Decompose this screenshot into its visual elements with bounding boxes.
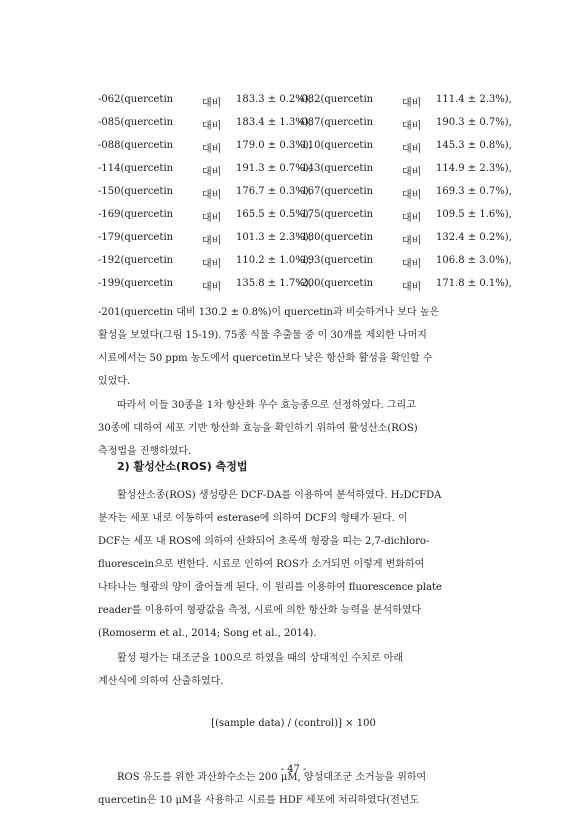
text-line: 30종에 대하여 세포 기반 항산화 효능을 확인하기 위하여 활성산소(ROS) xyxy=(98,423,418,434)
activity-value: 101.3 ± 2.3%), xyxy=(236,232,312,243)
compare-label: 대비 xyxy=(202,236,222,247)
text-line: 활성을 보였다(그림 15-19). 75종 식물 추출물 중 이 30개를 제외한 나머지 xyxy=(98,330,427,341)
list-item-right xyxy=(298,255,512,270)
list-item-left xyxy=(98,186,312,201)
list-item-left xyxy=(98,163,312,178)
compare-label: 대비 xyxy=(202,213,222,224)
sample-code: -169(quercetin xyxy=(98,209,174,220)
list-item-left xyxy=(98,255,312,270)
activity-value: 145.3 ± 0.8%), xyxy=(436,140,512,151)
text-line: 시료에서는 50 ppm 농도에서 quercetin보다 낮은 항산화 활성을 확인할 수 xyxy=(98,353,433,364)
text-line: ROS 유도를 위한 과산화수소는 200 μM, 양성대조군 소거능을 위하여 xyxy=(117,772,427,783)
activity-value: 132.4 ± 0.2%), xyxy=(436,232,512,243)
activity-value: 179.0 ± 0.3%), xyxy=(236,140,312,151)
list-item-left xyxy=(98,278,312,293)
sample-code: -175(quercetin xyxy=(298,209,374,220)
compare-label: 대비 xyxy=(202,190,222,201)
compare-label: 대비 xyxy=(202,144,222,155)
evaluation-paragraph xyxy=(98,647,491,693)
sample-code: -192(quercetin xyxy=(98,255,174,266)
activity-value: 171.8 ± 0.1%), xyxy=(436,278,512,289)
sample-code: -193(quercetin xyxy=(298,255,374,266)
activity-value: 106.8 ± 3.0%), xyxy=(436,255,512,266)
activity-value: 110.2 ± 1.0%), xyxy=(236,255,312,266)
list-item xyxy=(98,140,512,163)
sample-code: -082(quercetin xyxy=(298,94,374,105)
sample-code: -179(quercetin xyxy=(98,232,174,243)
list-item-left xyxy=(98,209,312,224)
compare-label: 대비 xyxy=(402,144,422,155)
list-item xyxy=(98,255,512,278)
sample-code: -114(quercetin xyxy=(98,163,174,174)
compare-label: 대비 xyxy=(402,167,422,178)
list-item xyxy=(98,117,512,140)
sample-code: -088(quercetin xyxy=(98,140,174,151)
text-line: reader를 이용하여 형광값을 측정, 시료에 의한 항산화 능력을 분석하였다 xyxy=(98,605,422,616)
list-item xyxy=(98,186,512,209)
text-line: DCF는 세포 내 ROS에 의하여 산화되어 초록색 형광을 띠는 2,7-dichloro- xyxy=(98,536,430,547)
list-item-right xyxy=(298,140,512,155)
text-line: -201(quercetin 대비 130.2 ± 0.8%)이 quercetin과 비슷하거나 보다 높은 xyxy=(98,307,440,318)
list-item xyxy=(98,278,512,301)
list-item xyxy=(98,163,512,186)
activity-value: 135.8 ± 1.7%), xyxy=(236,278,312,289)
formula: [(sample data) / (control)] × 100 xyxy=(211,718,376,729)
sample-code: -150(quercetin xyxy=(98,186,174,197)
text-line: quercetin은 10 μM을 사용하고 시료를 HDF 세포에 처리하였다(전년도 xyxy=(98,795,420,806)
activity-value: 165.5 ± 0.5%), xyxy=(236,209,312,220)
activity-value: 109.5 ± 1.6%), xyxy=(436,209,512,220)
text-line: fluorescein으로 변한다. 시료로 인하여 ROS가 소거되면 이렇게 변화하여 xyxy=(98,559,425,570)
compare-label: 대비 xyxy=(202,259,222,270)
compare-label: 대비 xyxy=(202,167,222,178)
sample-code: -180(quercetin xyxy=(298,232,374,243)
text-line: 측정법을 진행하였다. xyxy=(98,446,192,457)
activity-value: 191.3 ± 0.7%), xyxy=(236,163,312,174)
section-heading: 2) 활성산소(ROS) 측정법 xyxy=(117,460,248,473)
method-paragraph xyxy=(98,484,491,645)
list-item xyxy=(98,94,512,117)
compare-label: 대비 xyxy=(402,190,422,201)
compare-label: 대비 xyxy=(402,236,422,247)
compare-label: 대비 xyxy=(402,213,422,224)
compare-label: 대비 xyxy=(402,98,422,109)
list-item-right xyxy=(298,209,512,224)
activity-value: 169.3 ± 0.7%), xyxy=(436,186,512,197)
activity-value: 114.9 ± 2.3%), xyxy=(436,163,512,174)
text-line: 계산식에 의하여 산출하였다. xyxy=(98,676,224,687)
sample-code: -110(quercetin xyxy=(298,140,374,151)
results-paragraph xyxy=(98,301,491,393)
activity-value: 176.7 ± 0.3%), xyxy=(236,186,312,197)
result-list xyxy=(98,94,512,301)
compare-label: 대비 xyxy=(402,259,422,270)
list-item-left xyxy=(98,94,312,109)
list-item xyxy=(98,209,512,232)
page-number: - 47 - xyxy=(280,764,307,775)
sample-code: -200(quercetin xyxy=(298,278,374,289)
list-item-left xyxy=(98,140,312,155)
list-item-right xyxy=(298,163,512,178)
text-line: 활성산소종(ROS) 생성량은 DCF-DA를 이용하여 분석하였다. H₂DCFDA xyxy=(117,490,442,501)
text-line: 나타나는 형광의 양이 줄어들게 된다. 이 원리를 이용하여 fluorescence plate xyxy=(98,582,442,593)
compare-label: 대비 xyxy=(402,121,422,132)
sample-code: -199(quercetin xyxy=(98,278,174,289)
compare-label: 대비 xyxy=(202,121,222,132)
list-item-right xyxy=(298,117,512,132)
text-line: (Romoserm et al., 2014; Song et al., 2014). xyxy=(98,628,317,639)
list-item-right xyxy=(298,186,512,201)
compare-label: 대비 xyxy=(202,98,222,109)
compare-label: 대비 xyxy=(202,282,222,293)
activity-value: 190.3 ± 0.7%), xyxy=(436,117,512,128)
activity-value: 183.4 ± 1.3%), xyxy=(236,117,312,128)
selection-paragraph xyxy=(98,394,491,463)
list-item-right xyxy=(298,278,512,293)
text-line: 있었다. xyxy=(98,376,131,387)
activity-value: 111.4 ± 2.3%), xyxy=(436,94,512,105)
sample-code: -167(quercetin xyxy=(298,186,374,197)
list-item xyxy=(98,232,512,255)
compare-label: 대비 xyxy=(402,282,422,293)
text-line: 분자는 세포 내로 이동하여 esterase에 의하여 DCF의 형태가 된다. 이 xyxy=(98,513,408,524)
sample-code: -085(quercetin xyxy=(98,117,174,128)
text-line: 활성 평가는 대조군을 100으로 하였을 때의 상대적인 수치로 아래 xyxy=(117,653,404,664)
list-item-left xyxy=(98,232,312,247)
sample-code: -087(quercetin xyxy=(298,117,374,128)
list-item-left xyxy=(98,117,312,132)
sample-code: -143(quercetin xyxy=(298,163,374,174)
list-item-right xyxy=(298,94,512,109)
list-item-right xyxy=(298,232,512,247)
sample-code: -062(quercetin xyxy=(98,94,174,105)
text-line: 따라서 이들 30종을 1차 항산화 우수 효능종으로 선정하였다. 그리고 xyxy=(117,400,416,411)
activity-value: 183.3 ± 0.2%), xyxy=(236,94,312,105)
